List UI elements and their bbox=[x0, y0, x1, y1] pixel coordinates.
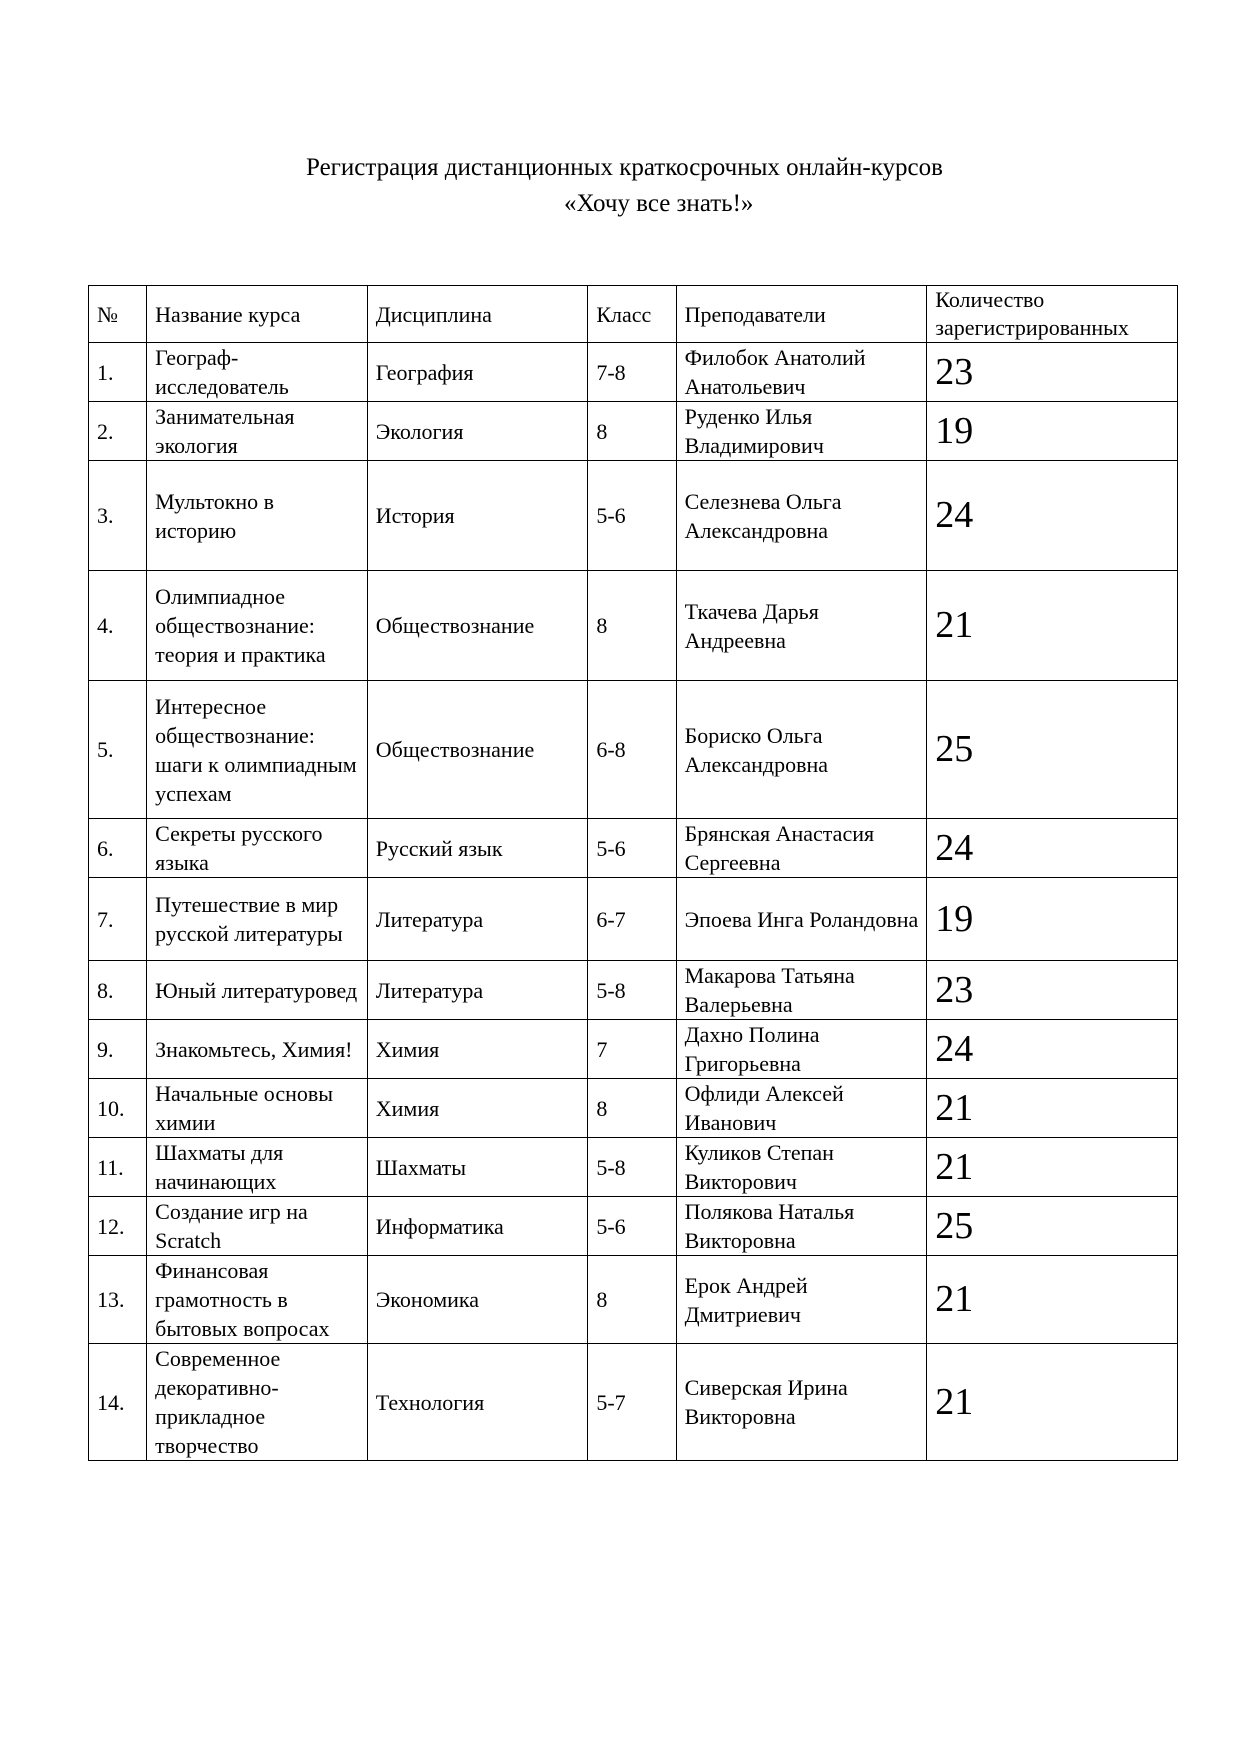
course-name: Знакомьтесь, Химия! bbox=[147, 1020, 368, 1079]
registered-count: 24 bbox=[927, 461, 1178, 571]
title-line-1: Регистрация дистанционных краткосрочных онлайн-курсов bbox=[306, 154, 943, 181]
table-row bbox=[89, 1256, 1178, 1344]
header-grade: Класс bbox=[588, 286, 676, 343]
course-name: Юный литературовед bbox=[147, 961, 368, 1020]
grade: 8 bbox=[588, 402, 676, 461]
grade: 8 bbox=[588, 571, 676, 681]
course-name: Интересное обществознание: шаги к олимпиадным успехам bbox=[147, 681, 368, 819]
table-row bbox=[89, 571, 1178, 681]
discipline: География bbox=[367, 343, 588, 402]
row-num: 4. bbox=[89, 571, 147, 681]
teacher: Сиверская Ирина Викторовна bbox=[676, 1344, 927, 1461]
teacher: Ерок Андрей Дмитриевич bbox=[676, 1256, 927, 1344]
discipline: Информатика bbox=[367, 1197, 588, 1256]
table-row bbox=[89, 1197, 1178, 1256]
discipline: История bbox=[367, 461, 588, 571]
registered-count: 24 bbox=[927, 1020, 1178, 1079]
teacher: Офлиди Алексей Иванович bbox=[676, 1079, 927, 1138]
discipline: Химия bbox=[367, 1079, 588, 1138]
grade: 8 bbox=[588, 1256, 676, 1344]
table-row bbox=[89, 961, 1178, 1020]
table-row bbox=[89, 681, 1178, 819]
table-body bbox=[89, 343, 1178, 1461]
registered-count: 23 bbox=[927, 343, 1178, 402]
teacher: Эпоева Инга Роландовна bbox=[676, 878, 927, 961]
discipline: Экология bbox=[367, 402, 588, 461]
row-num: 13. bbox=[89, 1256, 147, 1344]
registered-count: 19 bbox=[927, 402, 1178, 461]
header-count-line-1: Количество bbox=[935, 287, 1045, 312]
discipline: Литература bbox=[367, 961, 588, 1020]
course-name: Географ-исследователь bbox=[147, 343, 368, 402]
registered-count: 21 bbox=[927, 1256, 1178, 1344]
grade: 7 bbox=[588, 1020, 676, 1079]
teacher: Дахно Полина Григорьевна bbox=[676, 1020, 927, 1079]
course-name: Олимпиадное обществознание: теория и практика bbox=[147, 571, 368, 681]
course-name: Путешествие в мир русской литературы bbox=[147, 878, 368, 961]
grade: 5-6 bbox=[588, 1197, 676, 1256]
teacher: Селезнева Ольга Александровна bbox=[676, 461, 927, 571]
course-name: Шахматы для начинающих bbox=[147, 1138, 368, 1197]
row-num: 5. bbox=[89, 681, 147, 819]
header-count-line-2: зарегистрированных bbox=[935, 315, 1129, 340]
table-row bbox=[89, 461, 1178, 571]
row-num: 2. bbox=[89, 402, 147, 461]
registered-count: 21 bbox=[927, 1138, 1178, 1197]
table-row bbox=[89, 1138, 1178, 1197]
teacher: Куликов Степан Викторович bbox=[676, 1138, 927, 1197]
discipline: Русский язык bbox=[367, 819, 588, 878]
row-num: 1. bbox=[89, 343, 147, 402]
grade: 5-6 bbox=[588, 461, 676, 571]
course-name: Занимательная экология bbox=[147, 402, 368, 461]
row-num: 7. bbox=[89, 878, 147, 961]
course-name: Мультокно в историю bbox=[147, 461, 368, 571]
table-row bbox=[89, 343, 1178, 402]
discipline: Технология bbox=[367, 1344, 588, 1461]
discipline: Шахматы bbox=[367, 1138, 588, 1197]
registered-count: 21 bbox=[927, 1079, 1178, 1138]
course-name: Создание игр на Scratch bbox=[147, 1197, 368, 1256]
grade: 5-8 bbox=[588, 1138, 676, 1197]
grade: 5-8 bbox=[588, 961, 676, 1020]
row-num: 9. bbox=[89, 1020, 147, 1079]
registered-count: 25 bbox=[927, 1197, 1178, 1256]
teacher: Ткачева Дарья Андреевна bbox=[676, 571, 927, 681]
grade: 6-8 bbox=[588, 681, 676, 819]
discipline: Экономика bbox=[367, 1256, 588, 1344]
registered-count: 19 bbox=[927, 878, 1178, 961]
teacher: Полякова Наталья Викторовна bbox=[676, 1197, 927, 1256]
discipline: Литература bbox=[367, 878, 588, 961]
row-num: 11. bbox=[89, 1138, 147, 1197]
title-line-2: «Хочу все знать!» bbox=[564, 190, 754, 217]
course-name: Финансовая грамотность в бытовых вопросах bbox=[147, 1256, 368, 1344]
grade: 5-6 bbox=[588, 819, 676, 878]
row-num: 14. bbox=[89, 1344, 147, 1461]
course-name: Современное декоративно-прикладное творчество bbox=[147, 1344, 368, 1461]
grade: 6-7 bbox=[588, 878, 676, 961]
teacher: Бориско Ольга Александровна bbox=[676, 681, 927, 819]
teacher: Филобок Анатолий Анатольевич bbox=[676, 343, 927, 402]
course-name: Начальные основы химии bbox=[147, 1079, 368, 1138]
registered-count: 21 bbox=[927, 1344, 1178, 1461]
course-name: Секреты русского языка bbox=[147, 819, 368, 878]
header-discipline: Дисциплина bbox=[367, 286, 588, 343]
header-num: № bbox=[89, 286, 147, 343]
header-teachers: Преподаватели bbox=[676, 286, 927, 343]
table-row bbox=[89, 1020, 1178, 1079]
registered-count: 24 bbox=[927, 819, 1178, 878]
grade: 7-8 bbox=[588, 343, 676, 402]
row-num: 12. bbox=[89, 1197, 147, 1256]
teacher: Брянская Анастасия Сергеевна bbox=[676, 819, 927, 878]
header-registered-count bbox=[927, 286, 1178, 343]
row-num: 10. bbox=[89, 1079, 147, 1138]
header-course-name: Название курса bbox=[147, 286, 368, 343]
registered-count: 23 bbox=[927, 961, 1178, 1020]
grade: 8 bbox=[588, 1079, 676, 1138]
courses-table bbox=[88, 285, 1178, 1461]
row-num: 8. bbox=[89, 961, 147, 1020]
registered-count: 25 bbox=[927, 681, 1178, 819]
table-row bbox=[89, 878, 1178, 961]
row-num: 3. bbox=[89, 461, 147, 571]
row-num: 6. bbox=[89, 819, 147, 878]
teacher: Руденко Илья Владимирович bbox=[676, 402, 927, 461]
discipline: Химия bbox=[367, 1020, 588, 1079]
table-row bbox=[89, 1344, 1178, 1461]
grade: 5-7 bbox=[588, 1344, 676, 1461]
table-header-row bbox=[89, 286, 1178, 343]
table-row bbox=[89, 1079, 1178, 1138]
teacher: Макарова Татьяна Валерьевна bbox=[676, 961, 927, 1020]
table-row bbox=[89, 402, 1178, 461]
discipline: Обществознание bbox=[367, 571, 588, 681]
registered-count: 21 bbox=[927, 571, 1178, 681]
table-row bbox=[89, 819, 1178, 878]
discipline: Обществознание bbox=[367, 681, 588, 819]
